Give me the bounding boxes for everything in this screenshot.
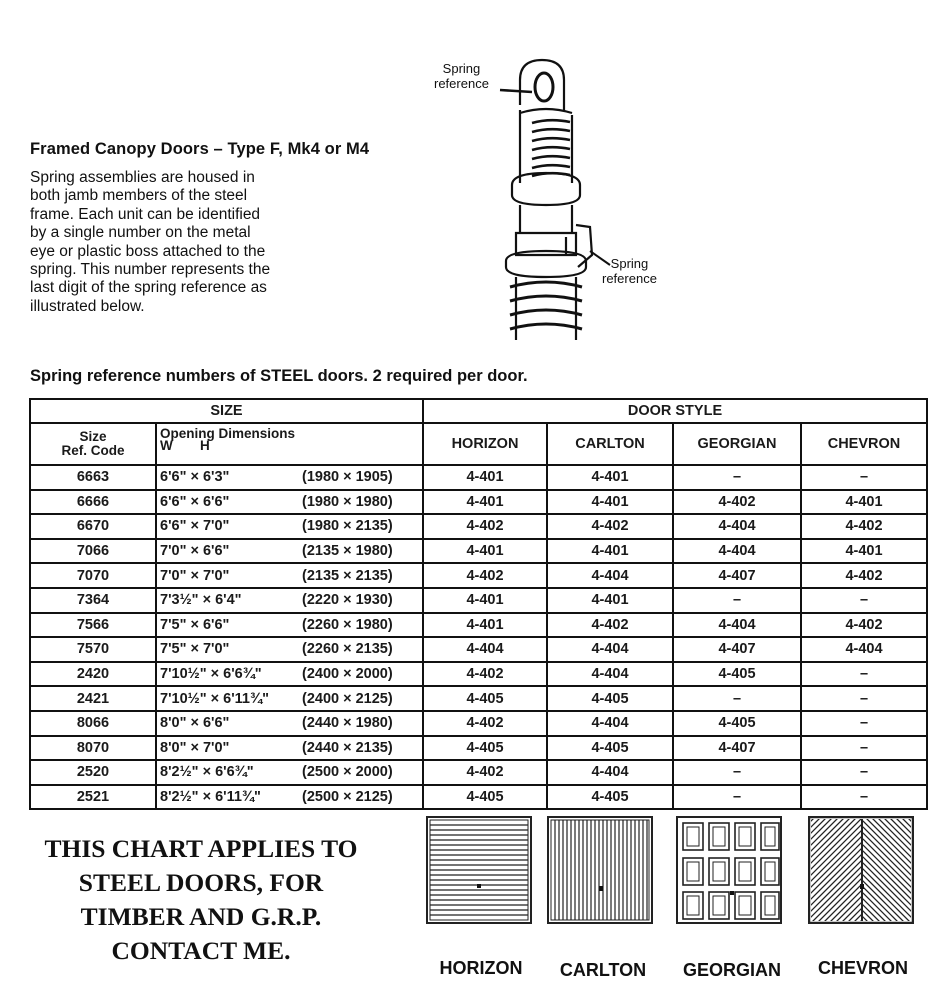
dimension-imperial: 7'5" × 6'6" — [160, 616, 230, 633]
door-label-chevron: CHEVRON — [817, 958, 908, 978]
spring-reference-cell: 4-402 — [423, 760, 547, 785]
size-ref-code: 2520 — [30, 760, 156, 785]
spring-reference-cell: 4-405 — [673, 662, 801, 687]
spring-reference-cell: – — [801, 662, 927, 687]
spring-reference-cell: 4-401 — [801, 490, 927, 515]
spring-reference-cell: 4-405 — [547, 686, 673, 711]
spring-reference-cell: 4-402 — [801, 514, 927, 539]
spring-reference-cell: – — [801, 465, 927, 490]
spring-reference-callout-top — [434, 61, 489, 91]
header-georgian: GEORGIAN — [673, 423, 801, 465]
dimension-imperial: 8'2½" × 6'11¾" — [160, 789, 261, 806]
spring-reference-cell: 4-404 — [673, 514, 801, 539]
dimension-metric: (2500 × 2000) — [302, 764, 393, 781]
notice-line: TIMBER AND G.R.P. — [80, 902, 322, 931]
dimension-imperial: 8'0" × 7'0" — [160, 739, 230, 756]
size-ref-code: 7066 — [30, 539, 156, 564]
size-ref-code: 7364 — [30, 588, 156, 613]
carlton-door-icon — [547, 816, 653, 924]
opening-dimensions — [156, 563, 423, 588]
intro-paragraph — [30, 169, 360, 316]
opening-dimensions — [156, 662, 423, 687]
opening-dimensions — [156, 736, 423, 761]
spring-reference-cell: 4-402 — [673, 490, 801, 515]
dimension-metric: (1980 × 2135) — [302, 518, 393, 535]
size-ref-code: 7570 — [30, 637, 156, 662]
dimension-metric: (1980 × 1905) — [302, 469, 393, 486]
table-row — [30, 785, 927, 810]
dimension-imperial: 7'10½" × 6'6¾" — [160, 666, 262, 683]
spring-diagram — [420, 55, 700, 340]
intro-line: Spring assemblies are housed in — [30, 169, 255, 186]
spring-reference-cell: 4-404 — [547, 760, 673, 785]
spring-reference-cell: 4-401 — [423, 465, 547, 490]
opening-dimensions — [156, 637, 423, 662]
spring-reference-cell: 4-401 — [423, 539, 547, 564]
spring-reference-cell: 4-404 — [547, 711, 673, 736]
header-opening-dimensions — [156, 423, 423, 465]
spring-reference-cell: – — [801, 686, 927, 711]
spring-reference-cell: – — [801, 588, 927, 613]
spring-reference-cell: 4-404 — [547, 563, 673, 588]
spring-reference-cell: – — [801, 760, 927, 785]
section-heading: Framed Canopy Doors – Type F, Mk4 or M4 — [30, 140, 370, 158]
intro-line: by a single number on the metal — [30, 224, 251, 242]
spring-reference-cell: 4-404 — [547, 637, 673, 662]
header-text: Ref. Code — [61, 443, 125, 458]
header-size: SIZE — [30, 399, 423, 423]
spring-reference-cell: 4-401 — [423, 490, 547, 515]
intro-line: both jamb members of the steel — [30, 187, 248, 205]
intro-line: spring. This number represents the — [30, 261, 271, 279]
dimension-imperial: 8'2½" × 6'6¾" — [160, 764, 254, 781]
spring-reference-cell: 4-401 — [547, 588, 673, 613]
dimension-metric: (2135 × 1980) — [302, 543, 393, 560]
chevron-door-icon — [808, 816, 914, 924]
opening-dimensions — [156, 588, 423, 613]
georgian-door-icon — [676, 816, 782, 924]
spring-reference-cell: 4-404 — [801, 637, 927, 662]
notice-line: STEEL DOORS, FOR — [78, 868, 324, 897]
spring-reference-cell: – — [673, 760, 801, 785]
door-label-georgian: GEORGIAN — [682, 960, 781, 980]
spring-reference-cell: 4-402 — [423, 662, 547, 687]
spring-reference-cell: 4-405 — [547, 736, 673, 761]
spring-reference-cell: 4-402 — [423, 514, 547, 539]
table-row — [30, 490, 927, 515]
opening-dimensions — [156, 760, 423, 785]
intro-line: frame. Each unit can be identified — [30, 205, 261, 223]
spring-reference-cell: 4-407 — [673, 563, 801, 588]
dimension-imperial: 7'5" × 7'0" — [160, 641, 230, 658]
intro-line: eye or plastic boss attached to the — [30, 242, 266, 260]
spring-reference-cell: – — [673, 785, 801, 810]
table-row — [30, 637, 927, 662]
callout-text: Spring — [442, 61, 481, 76]
header-h: H — [200, 438, 210, 453]
table-row — [30, 539, 927, 564]
spring-reference-cell: 4-407 — [673, 736, 801, 761]
spring-reference-cell: 4-402 — [547, 514, 673, 539]
spring-reference-cell: 4-405 — [547, 785, 673, 810]
opening-dimensions — [156, 539, 423, 564]
spring-reference-cell: 4-402 — [423, 563, 547, 588]
notice-line: CONTACT ME. — [111, 936, 291, 965]
table-row — [30, 711, 927, 736]
spring-reference-cell: 4-402 — [423, 711, 547, 736]
spring-reference-cell: 4-404 — [673, 539, 801, 564]
table-body — [30, 465, 927, 809]
spring-reference-cell: 4-402 — [801, 563, 927, 588]
dimension-metric: (2440 × 1980) — [302, 715, 393, 732]
table-title: Spring reference numbers of STEEL doors. 2 required per door. — [30, 367, 528, 385]
door-label-carlton: CARLTON — [559, 960, 647, 980]
size-ref-code: 2421 — [30, 686, 156, 711]
table-row — [30, 613, 927, 638]
dimension-imperial: 6'6" × 6'6" — [160, 493, 230, 510]
horizon-door-icon — [426, 816, 532, 924]
header-chevron: CHEVRON — [801, 423, 927, 465]
spring-reference-cell: 4-401 — [547, 490, 673, 515]
opening-dimensions — [156, 711, 423, 736]
spring-reference-cell: 4-402 — [547, 613, 673, 638]
dimension-imperial: 6'6" × 7'0" — [160, 518, 230, 535]
header-wh — [160, 440, 422, 452]
size-ref-code: 2420 — [30, 662, 156, 687]
spring-reference-cell: 4-405 — [423, 736, 547, 761]
size-ref-code: 7566 — [30, 613, 156, 638]
dimension-imperial: 7'10½" × 6'11¾" — [160, 690, 269, 707]
spring-reference-cell: 4-404 — [423, 637, 547, 662]
dimension-metric: (2260 × 1980) — [302, 616, 393, 633]
size-ref-code: 6666 — [30, 490, 156, 515]
spring-reference-table — [29, 398, 928, 810]
spring-reference-callout-bottom — [602, 256, 657, 286]
opening-dimensions — [156, 613, 423, 638]
size-ref-code: 8066 — [30, 711, 156, 736]
dimension-imperial: 7'0" × 6'6" — [160, 543, 230, 560]
spring-reference-cell: 4-405 — [423, 785, 547, 810]
spring-reference-cell: – — [801, 736, 927, 761]
header-door-style: DOOR STYLE — [423, 399, 927, 423]
dimension-metric: (2400 × 2125) — [302, 690, 393, 707]
intro-line: last digit of the spring reference as — [30, 279, 267, 297]
spring-reference-cell: 4-405 — [673, 711, 801, 736]
size-ref-code: 2521 — [30, 785, 156, 810]
notice-text — [10, 832, 392, 968]
dimension-imperial: 6'6" × 6'3" — [160, 469, 230, 486]
header-w: W — [160, 438, 173, 453]
opening-dimensions — [156, 785, 423, 810]
intro-line: illustrated below. — [30, 297, 145, 315]
spring-reference-cell: 4-407 — [673, 637, 801, 662]
header-size-ref-code — [30, 423, 156, 465]
table-row — [30, 465, 927, 490]
spring-reference-cell: 4-402 — [801, 613, 927, 638]
door-label-horizon: HORIZON — [439, 958, 523, 978]
spring-reference-cell: – — [801, 785, 927, 810]
callout-text: reference — [434, 76, 489, 91]
opening-dimensions — [156, 514, 423, 539]
header-text: Size — [79, 429, 107, 444]
spring-reference-cell: 4-404 — [547, 662, 673, 687]
table-row — [30, 686, 927, 711]
size-ref-code: 7070 — [30, 563, 156, 588]
dimension-metric: (1980 × 1980) — [302, 493, 393, 510]
dimension-metric: (2260 × 2135) — [302, 641, 393, 658]
spring-reference-cell: – — [673, 686, 801, 711]
table-row — [30, 662, 927, 687]
dimension-metric: (2500 × 2125) — [302, 789, 393, 806]
dimension-imperial: 7'3½" × 6'4" — [160, 592, 242, 609]
size-ref-code: 8070 — [30, 736, 156, 761]
spring-reference-cell: – — [673, 465, 801, 490]
spring-reference-cell: 4-401 — [801, 539, 927, 564]
dimension-metric: (2220 × 1930) — [302, 592, 393, 609]
opening-dimensions — [156, 465, 423, 490]
callout-text: reference — [602, 271, 657, 286]
table-row — [30, 514, 927, 539]
dimension-metric: (2400 × 2000) — [302, 666, 393, 683]
spring-reference-cell: – — [801, 711, 927, 736]
callout-text: Spring — [610, 256, 649, 271]
header-carlton: CARLTON — [547, 423, 673, 465]
dimension-metric: (2135 × 2135) — [302, 567, 393, 584]
header-horizon: HORIZON — [423, 423, 547, 465]
header-text: Opening Dimensions — [160, 426, 296, 441]
table-row — [30, 736, 927, 761]
spring-reference-cell: 4-401 — [547, 465, 673, 490]
spring-reference-cell: 4-401 — [547, 539, 673, 564]
notice-line: THIS CHART APPLIES TO — [44, 834, 358, 863]
size-ref-code: 6670 — [30, 514, 156, 539]
dimension-metric: (2440 × 2135) — [302, 739, 393, 756]
table-row — [30, 760, 927, 785]
table-row — [30, 563, 927, 588]
dimension-imperial: 7'0" × 7'0" — [160, 567, 230, 584]
opening-dimensions — [156, 686, 423, 711]
spring-reference-cell: 4-401 — [423, 588, 547, 613]
spring-reference-cell: – — [673, 588, 801, 613]
spring-reference-cell: 4-404 — [673, 613, 801, 638]
dimension-imperial: 8'0" × 6'6" — [160, 715, 230, 732]
opening-dimensions — [156, 490, 423, 515]
table-row — [30, 588, 927, 613]
spring-reference-cell: 4-405 — [423, 686, 547, 711]
spring-reference-cell: 4-401 — [423, 613, 547, 638]
size-ref-code: 6663 — [30, 465, 156, 490]
spring-illustration-icon — [420, 55, 700, 340]
